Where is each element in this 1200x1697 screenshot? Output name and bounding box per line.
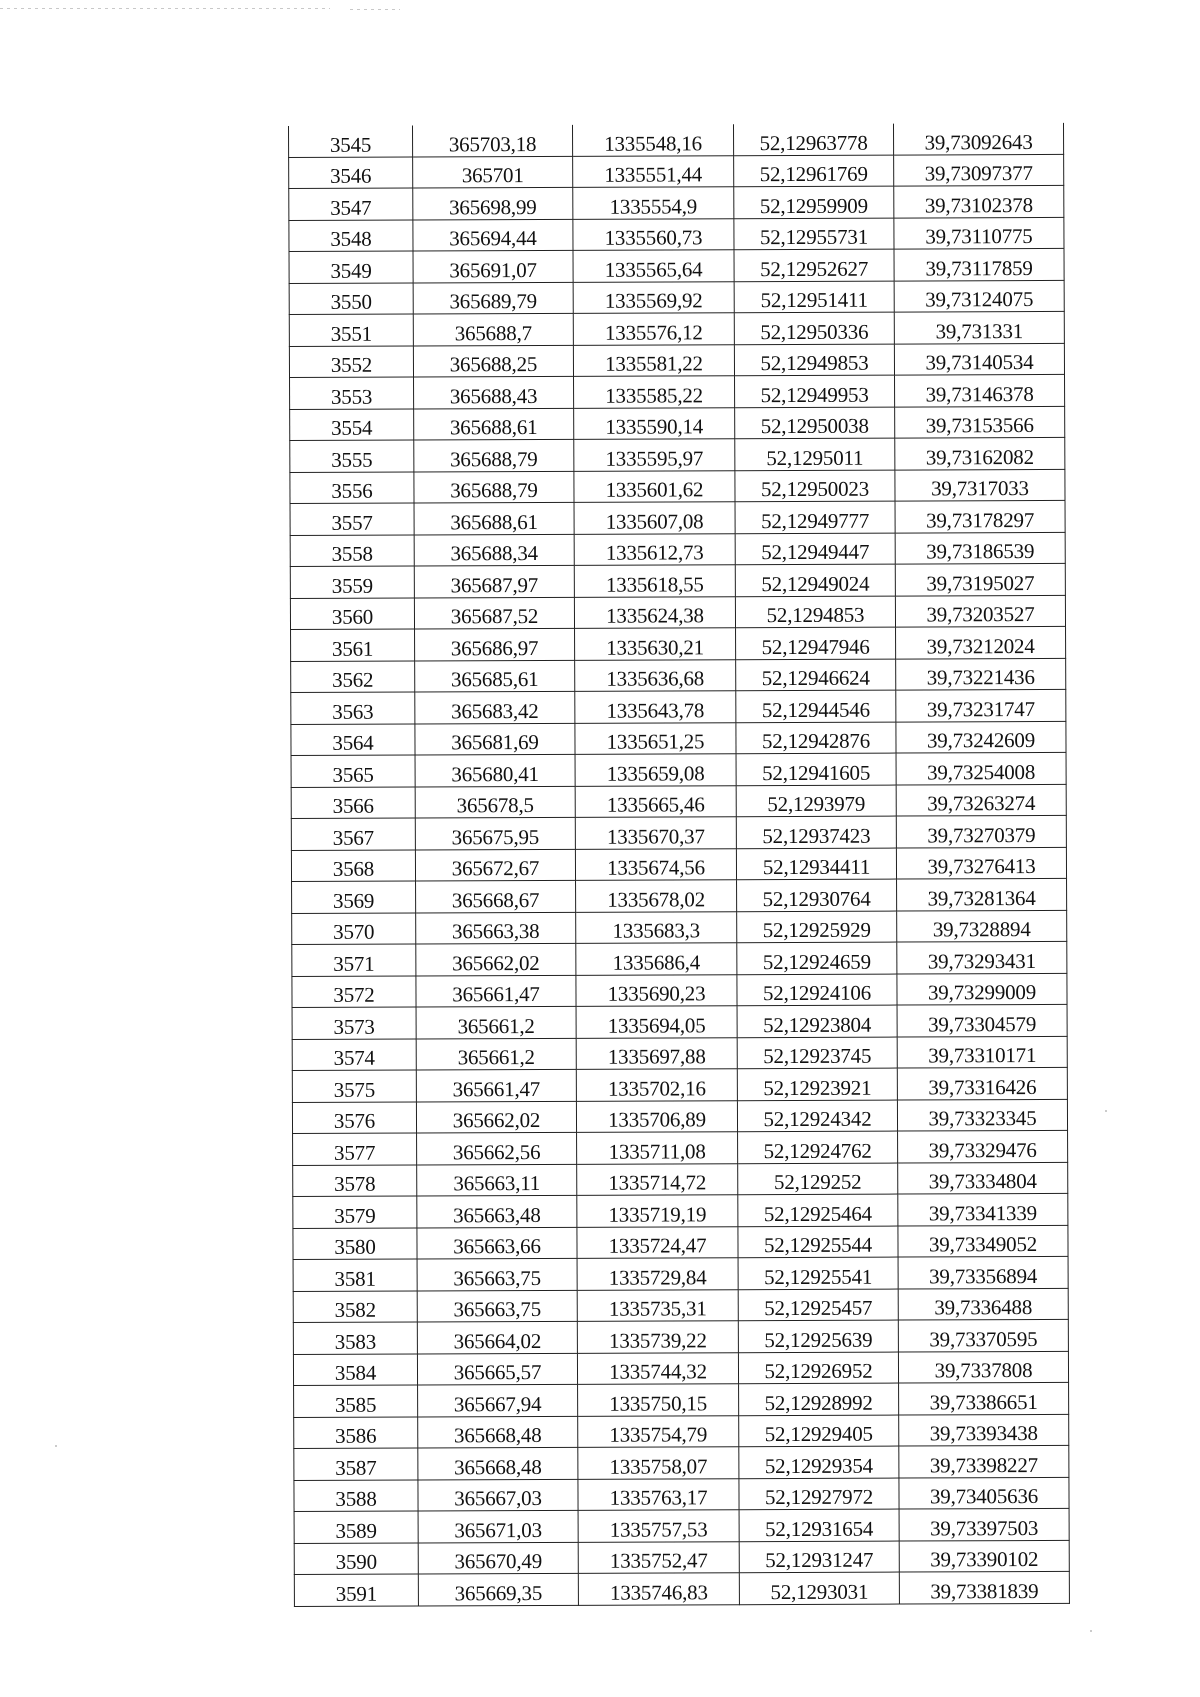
point-number-cell: 3551 [289,314,413,346]
table-row [292,1004,1067,1039]
latitude-cell: 52,12928992 [739,1383,899,1415]
x-coordinate-cell: 365669,35 [418,1573,578,1605]
latitude-cell: 52,129252 [738,1163,898,1195]
longitude-cell: 39,73310171 [897,1036,1067,1068]
latitude-cell: 52,12950038 [735,407,895,439]
scan-speck [1090,1630,1092,1632]
point-number-cell: 3582 [293,1290,417,1322]
x-coordinate-cell: 365661,47 [416,975,576,1007]
table-row [290,437,1065,472]
latitude-cell: 52,12925639 [738,1320,898,1352]
y-coordinate-cell: 1335724,47 [577,1226,738,1258]
latitude-cell: 52,12929405 [739,1415,899,1447]
point-number-cell: 3556 [290,471,414,503]
table-row [289,311,1064,346]
table-row [291,721,1066,756]
y-coordinate-cell: 1335565,64 [573,250,734,282]
scan-speck [1105,1110,1107,1112]
latitude-cell: 52,12925457 [738,1289,898,1321]
y-coordinate-cell: 1335714,72 [577,1163,738,1195]
y-coordinate-cell: 1335612,73 [574,533,735,565]
y-coordinate-cell: 1335659,08 [575,754,736,786]
longitude-cell: 39,73276413 [896,847,1066,879]
latitude-cell: 52,12931654 [739,1509,899,1541]
longitude-cell: 39,73221436 [896,658,1066,690]
x-coordinate-cell: 365665,57 [417,1353,577,1385]
point-number-cell: 3571 [292,944,416,976]
longitude-cell: 39,73162082 [895,437,1065,469]
latitude-cell: 52,12949024 [735,564,895,596]
latitude-cell: 52,12923921 [737,1068,897,1100]
y-coordinate-cell: 1335601,62 [574,470,735,502]
x-coordinate-cell: 365670,49 [418,1542,578,1574]
point-number-cell: 3584 [293,1353,417,1385]
x-coordinate-cell: 365662,02 [416,943,576,975]
y-coordinate-cell: 1335694,05 [576,1006,737,1038]
latitude-cell: 52,12924762 [738,1131,898,1163]
point-number-cell: 3583 [293,1322,417,1354]
x-coordinate-cell: 365663,75 [417,1258,577,1290]
point-number-cell: 3557 [290,503,414,535]
x-coordinate-cell: 365668,67 [416,880,576,912]
latitude-cell: 52,12949853 [734,344,894,376]
longitude-cell: 39,73390102 [899,1540,1069,1572]
table-row [289,123,1064,157]
table-row [289,248,1064,283]
y-coordinate-cell: 1335548,16 [572,124,733,156]
longitude-cell: 39,73117859 [894,248,1064,280]
y-coordinate-cell: 1335636,68 [575,659,736,691]
point-number-cell: 3588 [294,1479,418,1511]
y-coordinate-cell: 1335678,02 [576,880,737,912]
latitude-cell: 52,12961769 [734,155,894,187]
latitude-cell: 52,12950336 [734,312,894,344]
table-row [292,1099,1067,1134]
longitude-cell: 39,73299009 [897,973,1067,1005]
table-row [292,878,1067,913]
x-coordinate-cell: 365694,44 [413,219,573,251]
latitude-cell: 52,12925544 [738,1226,898,1258]
y-coordinate-cell: 1335702,16 [576,1069,737,1101]
point-number-cell: 3565 [291,755,415,787]
longitude-cell: 39,73178297 [895,500,1065,532]
longitude-cell: 39,7328894 [897,910,1067,942]
latitude-cell: 52,12952627 [734,249,894,281]
y-coordinate-cell: 1335711,08 [577,1132,738,1164]
point-number-cell: 3560 [290,597,414,629]
point-number-cell: 3547 [289,188,413,220]
table-row [290,500,1065,535]
longitude-cell: 39,73186539 [895,532,1065,564]
y-coordinate-cell: 1335585,22 [574,376,735,408]
x-coordinate-cell: 365662,56 [417,1132,577,1164]
y-coordinate-cell: 1335665,46 [575,785,736,817]
y-coordinate-cell: 1335643,78 [575,691,736,723]
y-coordinate-cell: 1335618,55 [574,565,735,597]
latitude-cell: 52,12923745 [737,1037,897,1069]
latitude-cell: 52,12930764 [737,879,897,911]
longitude-cell: 39,73398227 [899,1445,1069,1477]
longitude-cell: 39,73242609 [896,721,1066,753]
latitude-cell: 52,12925464 [738,1194,898,1226]
latitude-cell: 52,12926952 [738,1352,898,1384]
longitude-cell: 39,73102378 [894,185,1064,217]
longitude-cell: 39,73212024 [896,626,1066,658]
longitude-cell: 39,73329476 [898,1130,1068,1162]
point-number-cell: 3548 [289,219,413,251]
y-coordinate-cell: 1335739,22 [577,1321,738,1353]
y-coordinate-cell: 1335554,9 [573,187,734,219]
table-row [293,1225,1068,1260]
latitude-cell: 52,12924342 [737,1100,897,1132]
point-number-cell: 3550 [289,282,413,314]
longitude-cell: 39,73349052 [898,1225,1068,1257]
x-coordinate-cell: 365686,97 [415,628,575,660]
x-coordinate-cell: 365661,2 [416,1006,576,1038]
latitude-cell: 52,12931247 [739,1541,899,1573]
longitude-cell: 39,73397503 [899,1508,1069,1540]
latitude-cell: 52,12959909 [734,186,894,218]
table-row [292,1067,1067,1102]
table-row [294,1477,1069,1512]
point-number-cell: 3576 [292,1101,416,1133]
table-row [293,1256,1068,1291]
x-coordinate-cell: 365688,25 [413,345,573,377]
x-coordinate-cell: 365668,48 [418,1416,578,1448]
latitude-cell: 52,12944546 [736,690,896,722]
table-row [294,1414,1069,1449]
x-coordinate-cell: 365681,69 [415,723,575,755]
point-number-cell: 3552 [289,345,413,377]
longitude-cell: 39,73293431 [897,941,1067,973]
y-coordinate-cell: 1335670,37 [575,817,736,849]
table-row [289,343,1064,378]
table-row [292,910,1067,945]
y-coordinate-cell: 1335750,15 [578,1384,739,1416]
y-coordinate-cell: 1335576,12 [573,313,734,345]
x-coordinate-cell: 365667,03 [418,1479,578,1511]
point-number-cell: 3577 [293,1133,417,1165]
table-row [291,626,1066,661]
x-coordinate-cell: 365661,2 [416,1038,576,1070]
x-coordinate-cell: 365688,61 [414,408,574,440]
x-coordinate-cell: 365661,47 [416,1069,576,1101]
longitude-cell: 39,73386651 [899,1382,1069,1414]
table-row [290,563,1065,598]
table-row [292,973,1067,1008]
y-coordinate-cell: 1335686,4 [576,943,737,975]
point-number-cell: 3586 [294,1416,418,1448]
latitude-cell: 52,12927972 [739,1478,899,1510]
latitude-cell: 52,12949447 [735,533,895,565]
y-coordinate-cell: 1335651,25 [575,722,736,754]
table-row [289,154,1064,189]
x-coordinate-cell: 365687,52 [414,597,574,629]
longitude-cell: 39,73092643 [893,123,1063,155]
table-row [291,689,1066,724]
point-number-cell: 3580 [293,1227,417,1259]
latitude-cell: 52,12963778 [733,124,893,156]
point-number-cell: 3546 [289,156,413,188]
y-coordinate-cell: 1335754,79 [578,1415,739,1447]
x-coordinate-cell: 365680,41 [415,754,575,786]
point-number-cell: 3567 [291,818,415,850]
x-coordinate-cell: 365691,07 [413,250,573,282]
latitude-cell: 52,12923804 [737,1005,897,1037]
point-number-cell: 3589 [294,1511,418,1543]
table-row [293,1288,1068,1323]
table-row [294,1445,1069,1480]
table-row [291,784,1066,819]
y-coordinate-cell: 1335607,08 [574,502,735,534]
longitude-cell: 39,73263274 [896,784,1066,816]
latitude-cell: 52,1293031 [739,1572,899,1604]
y-coordinate-cell: 1335758,07 [578,1447,739,1479]
x-coordinate-cell: 365698,99 [413,187,573,219]
x-coordinate-cell: 365701 [413,156,573,188]
x-coordinate-cell: 365689,79 [413,282,573,314]
x-coordinate-cell: 365688,43 [414,376,574,408]
latitude-cell: 52,12949777 [735,501,895,533]
latitude-cell: 52,12924659 [737,942,897,974]
latitude-cell: 52,1293979 [736,785,896,817]
y-coordinate-cell: 1335752,47 [578,1541,739,1573]
table-row [293,1319,1068,1354]
latitude-cell: 52,12950023 [735,470,895,502]
x-coordinate-cell: 365662,02 [416,1101,576,1133]
latitude-cell: 52,1294853 [735,596,895,628]
point-number-cell: 3591 [294,1574,418,1606]
latitude-cell: 52,12937423 [736,816,896,848]
longitude-cell: 39,73146378 [895,374,1065,406]
latitude-cell: 52,12947946 [736,627,896,659]
latitude-cell: 52,12925929 [737,911,897,943]
point-number-cell: 3555 [290,440,414,472]
document-page [288,123,1069,1607]
coordinates-table-body [289,123,1070,1606]
point-number-cell: 3553 [290,377,414,409]
longitude-cell: 39,73281364 [897,878,1067,910]
y-coordinate-cell: 1335735,31 [577,1289,738,1321]
y-coordinate-cell: 1335706,89 [576,1100,737,1132]
x-coordinate-cell: 365671,03 [418,1510,578,1542]
table-row [290,374,1065,409]
table-row [292,1036,1067,1071]
point-number-cell: 3573 [292,1007,416,1039]
scan-artifact-streak [0,8,330,9]
latitude-cell: 52,12934411 [736,848,896,880]
longitude-cell: 39,7317033 [895,469,1065,501]
longitude-cell: 39,73140534 [894,343,1064,375]
point-number-cell: 3566 [291,786,415,818]
y-coordinate-cell: 1335560,73 [573,218,734,250]
latitude-cell: 52,12946624 [736,659,896,691]
point-number-cell: 3585 [294,1385,418,1417]
point-number-cell: 3587 [294,1448,418,1480]
point-number-cell: 3572 [292,975,416,1007]
point-number-cell: 3554 [290,408,414,440]
longitude-cell: 39,73203527 [895,595,1065,627]
table-row [291,815,1066,850]
latitude-cell: 52,12951411 [734,281,894,313]
y-coordinate-cell: 1335595,97 [574,439,735,471]
longitude-cell: 39,731331 [894,311,1064,343]
y-coordinate-cell: 1335697,88 [576,1037,737,1069]
point-number-cell: 3559 [290,566,414,598]
scan-artifact-streak [350,9,400,10]
point-number-cell: 3561 [291,629,415,661]
table-row [293,1193,1068,1228]
table-row [293,1351,1068,1386]
longitude-cell: 39,73323345 [897,1099,1067,1131]
longitude-cell: 39,73334804 [898,1162,1068,1194]
point-number-cell: 3574 [292,1038,416,1070]
y-coordinate-cell: 1335683,3 [576,911,737,943]
x-coordinate-cell: 365688,79 [414,439,574,471]
longitude-cell: 39,73316426 [897,1067,1067,1099]
table-row [294,1540,1069,1575]
point-number-cell: 3545 [289,126,413,157]
table-row [291,658,1066,693]
table-row [289,217,1064,252]
x-coordinate-cell: 365664,02 [417,1321,577,1353]
point-number-cell: 3578 [293,1164,417,1196]
table-row [291,752,1066,787]
x-coordinate-cell: 365675,95 [415,817,575,849]
y-coordinate-cell: 1335763,17 [578,1478,739,1510]
x-coordinate-cell: 365667,94 [418,1384,578,1416]
point-number-cell: 3563 [291,692,415,724]
latitude-cell: 52,12942876 [736,722,896,754]
x-coordinate-cell: 365685,61 [415,660,575,692]
latitude-cell: 52,12925541 [738,1257,898,1289]
x-coordinate-cell: 365688,79 [414,471,574,503]
x-coordinate-cell: 365687,97 [414,565,574,597]
point-number-cell: 3558 [290,534,414,566]
x-coordinate-cell: 365663,75 [417,1290,577,1322]
y-coordinate-cell: 1335690,23 [576,974,737,1006]
longitude-cell: 39,73110775 [894,217,1064,249]
longitude-cell: 39,73341339 [898,1193,1068,1225]
x-coordinate-cell: 365663,38 [416,912,576,944]
longitude-cell: 39,73231747 [896,689,1066,721]
y-coordinate-cell: 1335746,83 [578,1573,739,1605]
x-coordinate-cell: 365688,34 [414,534,574,566]
y-coordinate-cell: 1335624,38 [574,596,735,628]
longitude-cell: 39,7337808 [898,1351,1068,1383]
longitude-cell: 39,73124075 [894,280,1064,312]
latitude-cell: 52,12949953 [735,375,895,407]
y-coordinate-cell: 1335551,44 [573,155,734,187]
x-coordinate-cell: 365663,48 [417,1195,577,1227]
table-row [290,406,1065,441]
latitude-cell: 52,12941605 [736,753,896,785]
table-row [294,1382,1069,1417]
table-row [292,941,1067,976]
longitude-cell: 39,73097377 [894,154,1064,186]
x-coordinate-cell: 365688,7 [413,313,573,345]
x-coordinate-cell: 365668,48 [418,1447,578,1479]
scan-speck [55,1445,57,1447]
point-number-cell: 3570 [292,912,416,944]
x-coordinate-cell: 365683,42 [415,691,575,723]
latitude-cell: 52,1295011 [735,438,895,470]
table-row [290,595,1065,630]
latitude-cell: 52,12924106 [737,974,897,1006]
x-coordinate-cell: 365688,61 [414,502,574,534]
point-number-cell: 3590 [294,1542,418,1574]
y-coordinate-cell: 1335719,19 [577,1195,738,1227]
point-number-cell: 3549 [289,251,413,283]
table-row [291,847,1066,882]
longitude-cell: 39,73195027 [895,563,1065,595]
table-row [293,1162,1068,1197]
y-coordinate-cell: 1335569,92 [573,281,734,313]
longitude-cell: 39,73381839 [899,1571,1069,1603]
table-row [289,185,1064,220]
latitude-cell: 52,12929354 [739,1446,899,1478]
point-number-cell: 3564 [291,723,415,755]
coordinates-table [288,123,1070,1607]
longitude-cell: 39,7336488 [898,1288,1068,1320]
point-number-cell: 3579 [293,1196,417,1228]
point-number-cell: 3562 [291,660,415,692]
point-number-cell: 3568 [291,849,415,881]
longitude-cell: 39,73270379 [896,815,1066,847]
longitude-cell: 39,73254008 [896,752,1066,784]
table-row [294,1508,1069,1543]
x-coordinate-cell: 365663,11 [417,1164,577,1196]
y-coordinate-cell: 1335674,56 [575,848,736,880]
x-coordinate-cell: 365678,5 [415,786,575,818]
x-coordinate-cell: 365703,18 [412,125,572,157]
x-coordinate-cell: 365663,66 [417,1227,577,1259]
y-coordinate-cell: 1335729,84 [577,1258,738,1290]
point-number-cell: 3575 [292,1070,416,1102]
table-row [290,532,1065,567]
y-coordinate-cell: 1335744,32 [577,1352,738,1384]
longitude-cell: 39,73304579 [897,1004,1067,1036]
x-coordinate-cell: 365672,67 [415,849,575,881]
y-coordinate-cell: 1335630,21 [575,628,736,660]
longitude-cell: 39,73370595 [898,1319,1068,1351]
latitude-cell: 52,12955731 [734,218,894,250]
longitude-cell: 39,73405636 [899,1477,1069,1509]
y-coordinate-cell: 1335757,53 [578,1510,739,1542]
table-row [290,469,1065,504]
longitude-cell: 39,73153566 [895,406,1065,438]
point-number-cell: 3569 [292,881,416,913]
longitude-cell: 39,73393438 [899,1414,1069,1446]
y-coordinate-cell: 1335590,14 [574,407,735,439]
table-row [294,1571,1069,1606]
longitude-cell: 39,73356894 [898,1256,1068,1288]
y-coordinate-cell: 1335581,22 [573,344,734,376]
table-row [293,1130,1068,1165]
table-row [289,280,1064,315]
point-number-cell: 3581 [293,1259,417,1291]
